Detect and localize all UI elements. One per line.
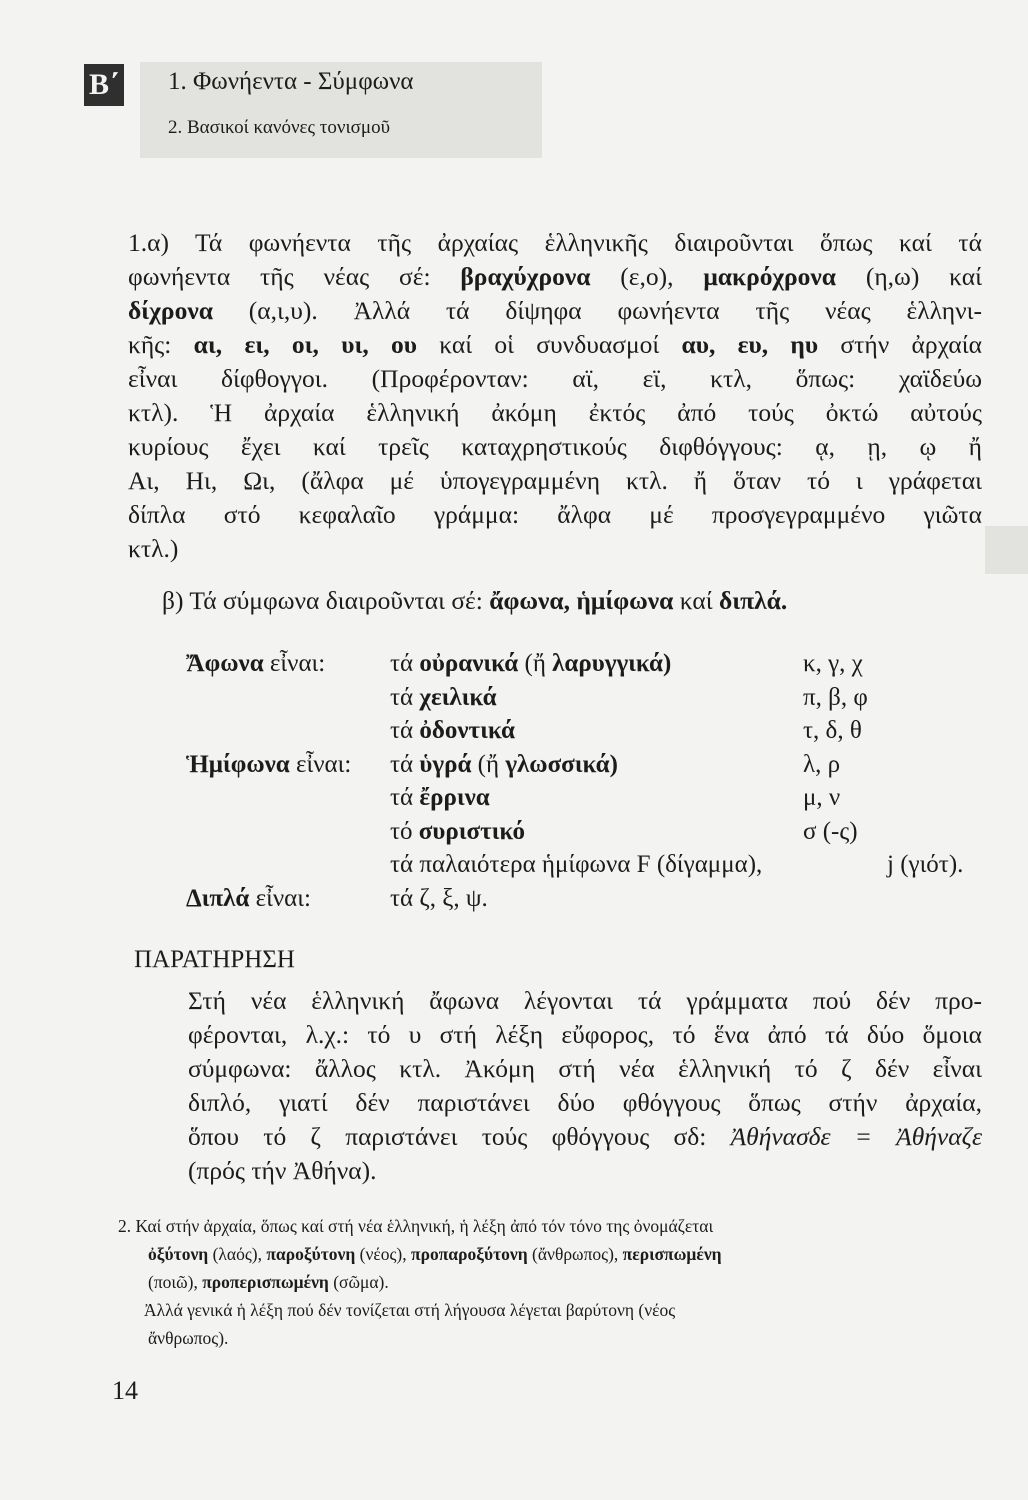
right-edge-shade: [985, 526, 1028, 574]
text-run: (ἄνθρωπος),: [527, 1244, 623, 1264]
text-run: εἶναι:: [249, 884, 311, 912]
text-run: φωνήεντα τῆς νέας σέ:: [128, 262, 461, 291]
text-run: κυρίους ἔχει καί τρεῖς καταχρηστικούς διφθόγγους: ᾳ, ῃ, ῳ ἤ: [128, 432, 982, 461]
text-run: (α,ι,υ). Ἀλλά τά δίψηφα φωνήεντα τῆς νέας ἑλληνι-: [212, 296, 982, 325]
text-run: τά: [390, 683, 420, 711]
text-run: ὀξύτονη: [148, 1244, 209, 1264]
text-run: γλωσσικά): [505, 750, 618, 778]
text-run: τά: [390, 717, 420, 744]
text-run: καί: [673, 586, 720, 615]
text-run: (λαός),: [208, 1244, 267, 1264]
text-run: χειλικά: [419, 683, 497, 711]
text-run: 2. Καί στήν ἀρχαία, ὅπως καί στή νέα ἑλληνική, ἡ λέξη ἀπό τόν τόνο της ὀνομάζεται: [118, 1216, 714, 1236]
text-run: διπλό, γιατί δέν παριστάνει δύο φθόγγους ὅπως στήν ἀρχαία,: [188, 1088, 982, 1117]
table-category: [390, 784, 490, 812]
paragraph-line: [128, 226, 982, 260]
footnote-line: [118, 1268, 980, 1296]
text-run: ἄνθρωπος).: [148, 1328, 229, 1348]
note-line: [188, 1086, 982, 1120]
text-run: τά: [390, 650, 420, 677]
table-category: [390, 751, 618, 779]
text-run: (ἤ: [518, 650, 553, 677]
text-run: τά: [390, 784, 420, 811]
paragraph-line: [128, 532, 982, 566]
text-run: παροξύτονη: [266, 1244, 356, 1264]
note-paragraph: [188, 984, 982, 1188]
table-group-label: [186, 650, 325, 678]
text-run: περισπωμένη: [622, 1244, 722, 1264]
text-run: μακρόχρονα: [703, 262, 837, 291]
text-run: Ἀλλά γενικά ἡ λέξη πού δέν τονίζεται στή λήγουσα λέγεται βαρύτονη (νέος: [144, 1300, 676, 1320]
text-run: 1.α) Τά φωνήεντα τῆς ἀρχαίας ἑλληνικῆς διαιροῦνται ὅπως καί τά: [128, 228, 982, 257]
text-run: εἶναι δίφθογγοι. (Προφέρονταν: αϊ, εϊ, κτλ, ὅπως: χαϊδεύω: [128, 364, 982, 393]
text-run: Στή νέα ἑλληνική ἄφωνα λέγονται τά γράμματα πού δέν προ-: [188, 986, 982, 1015]
text-run: (η,ω) καί: [836, 262, 982, 291]
table-category: [390, 851, 762, 879]
text-run: προπαροξύτονη: [411, 1244, 528, 1264]
text-run: (νέος),: [355, 1244, 412, 1264]
text-run: δίπλα στό κεφαλαῖο γράμμα: ἄλφα μέ προσγεγραμμένο γιῶτα: [128, 500, 982, 529]
text-run: αυ, ευ, ηυ: [681, 330, 819, 359]
table-category: [390, 885, 488, 913]
text-run: τά ζ, ξ, ψ.: [390, 884, 488, 912]
text-run: (ἤ: [471, 750, 506, 778]
text-run: σύμφωνα: ἄλλος κτλ. Ἀκόμη στή νέα ἑλληνική τό ζ δέν εἶναι: [188, 1054, 982, 1083]
paragraph-line: [128, 362, 982, 396]
text-run: Αι, Ηι, Ωι, (ἄλφα μέ ὑπογεγραμμένη κτλ. ἤ ὅταν τό ι γράφεται: [128, 466, 982, 495]
table-category: [390, 818, 525, 846]
text-run: (πρός τήν Ἀθήνα).: [188, 1156, 377, 1185]
note-line: [188, 1018, 982, 1052]
section-letter-badge: B΄: [84, 64, 124, 106]
text-run: διπλά.: [719, 586, 788, 615]
text-run: προπερισπωμένη: [202, 1272, 329, 1292]
paragraph-line: [128, 498, 982, 532]
text-run: ὀδοντικά: [419, 717, 515, 744]
paragraph-line: [128, 260, 982, 294]
footnote-line: [118, 1324, 980, 1352]
paragraph-line: [128, 464, 982, 498]
text-run: εἶναι:: [263, 650, 326, 677]
paragraph-line: [128, 430, 982, 464]
text-run: (ποιῶ),: [148, 1272, 203, 1292]
table-letters: j (γιότ).: [887, 851, 964, 878]
text-run: δίχρονα: [128, 296, 213, 325]
text-run: τά: [390, 750, 420, 778]
paragraph-line: [128, 328, 982, 362]
text-run: ὅπου τό ζ παριστάνει τούς φθόγγους σδ:: [188, 1122, 731, 1151]
text-run: κτλ). Ἡ ἀρχαία ἑλληνική ἀκόμη ἐκτός ἀπό τούς ὀκτώ αὐτούς: [128, 398, 982, 427]
text-run: Ἄφωνα: [186, 650, 264, 677]
text-run: β) Τά σύμφωνα διαιροῦνται σέ:: [162, 586, 490, 615]
footnote-line: [118, 1212, 980, 1240]
table-category: [390, 684, 497, 712]
text-run: καί οἱ συνδυασμοί: [417, 330, 682, 359]
text-run: αι, ει, οι, υι, ου: [193, 330, 417, 359]
note-line: [188, 984, 982, 1018]
table-group-label: [186, 885, 311, 913]
paragraph-line: [128, 396, 982, 430]
text-run: συριστικό: [418, 817, 526, 845]
page-number: 14: [112, 1376, 138, 1405]
table-letters: μ, ν: [803, 784, 841, 811]
text-run: βραχύχρονα: [460, 262, 591, 291]
paragraph-line: [162, 584, 982, 618]
table-letters: τ, δ, θ: [803, 717, 862, 744]
text-run: ἔρρινα: [419, 784, 490, 811]
toc-item-1: 1. Φωνήεντα - Σύμφωνα: [168, 68, 414, 95]
text-run: Ἡμίφωνα: [186, 750, 290, 778]
text-run: λαρυγγικά): [552, 650, 672, 677]
consonants-intro: [162, 584, 982, 618]
footnote: [118, 1212, 980, 1352]
text-run: κτλ.): [128, 534, 179, 563]
note-line: [188, 1052, 982, 1086]
table-letters: σ (-ς): [803, 817, 858, 845]
text-run: Διπλά: [186, 884, 250, 912]
text-run: (ε,ο),: [590, 262, 704, 291]
text-run: κῆς:: [128, 330, 194, 359]
text-run: (σῶμα).: [328, 1272, 389, 1292]
note-line: [188, 1154, 982, 1188]
vowels-paragraph: [128, 226, 982, 566]
text-run: τά παλαιότερα ἡμίφωνα F (δίγαμμα),: [390, 851, 763, 878]
table-group-label: [186, 751, 351, 779]
text-run: ἄφωνα, ἡμίφωνα: [489, 586, 674, 615]
text-run: οὐρανικά: [419, 650, 519, 677]
paragraph-line: [128, 294, 982, 328]
table-category: [390, 717, 515, 745]
text-run: τό: [390, 817, 419, 845]
text-run: Ἀθήνασδε = Ἀθήναζε: [730, 1122, 983, 1151]
toc-item-2: 2. Βασικοί κανόνες τονισμοῦ: [168, 117, 390, 138]
table-letters: π, β, φ: [803, 683, 868, 711]
table-letters: λ, ρ: [803, 750, 841, 778]
text-run: φέρονται, λ.χ.: τό υ στή λέξη εὔφορος, τό ἕνα ἀπό τά δύο ὅμοια: [188, 1020, 982, 1049]
text-run: στήν ἀρχαία: [818, 330, 982, 359]
note-line: [188, 1120, 982, 1154]
text-run: ὑγρά: [419, 750, 472, 778]
text-run: εἶναι:: [289, 750, 352, 778]
table-category: [390, 650, 671, 678]
footnote-line: [118, 1296, 980, 1324]
table-letters: κ, γ, χ: [803, 650, 863, 677]
note-heading: ΠΑΡΑΤΗΡΗΣΗ: [134, 946, 295, 973]
footnote-line: [118, 1240, 980, 1268]
